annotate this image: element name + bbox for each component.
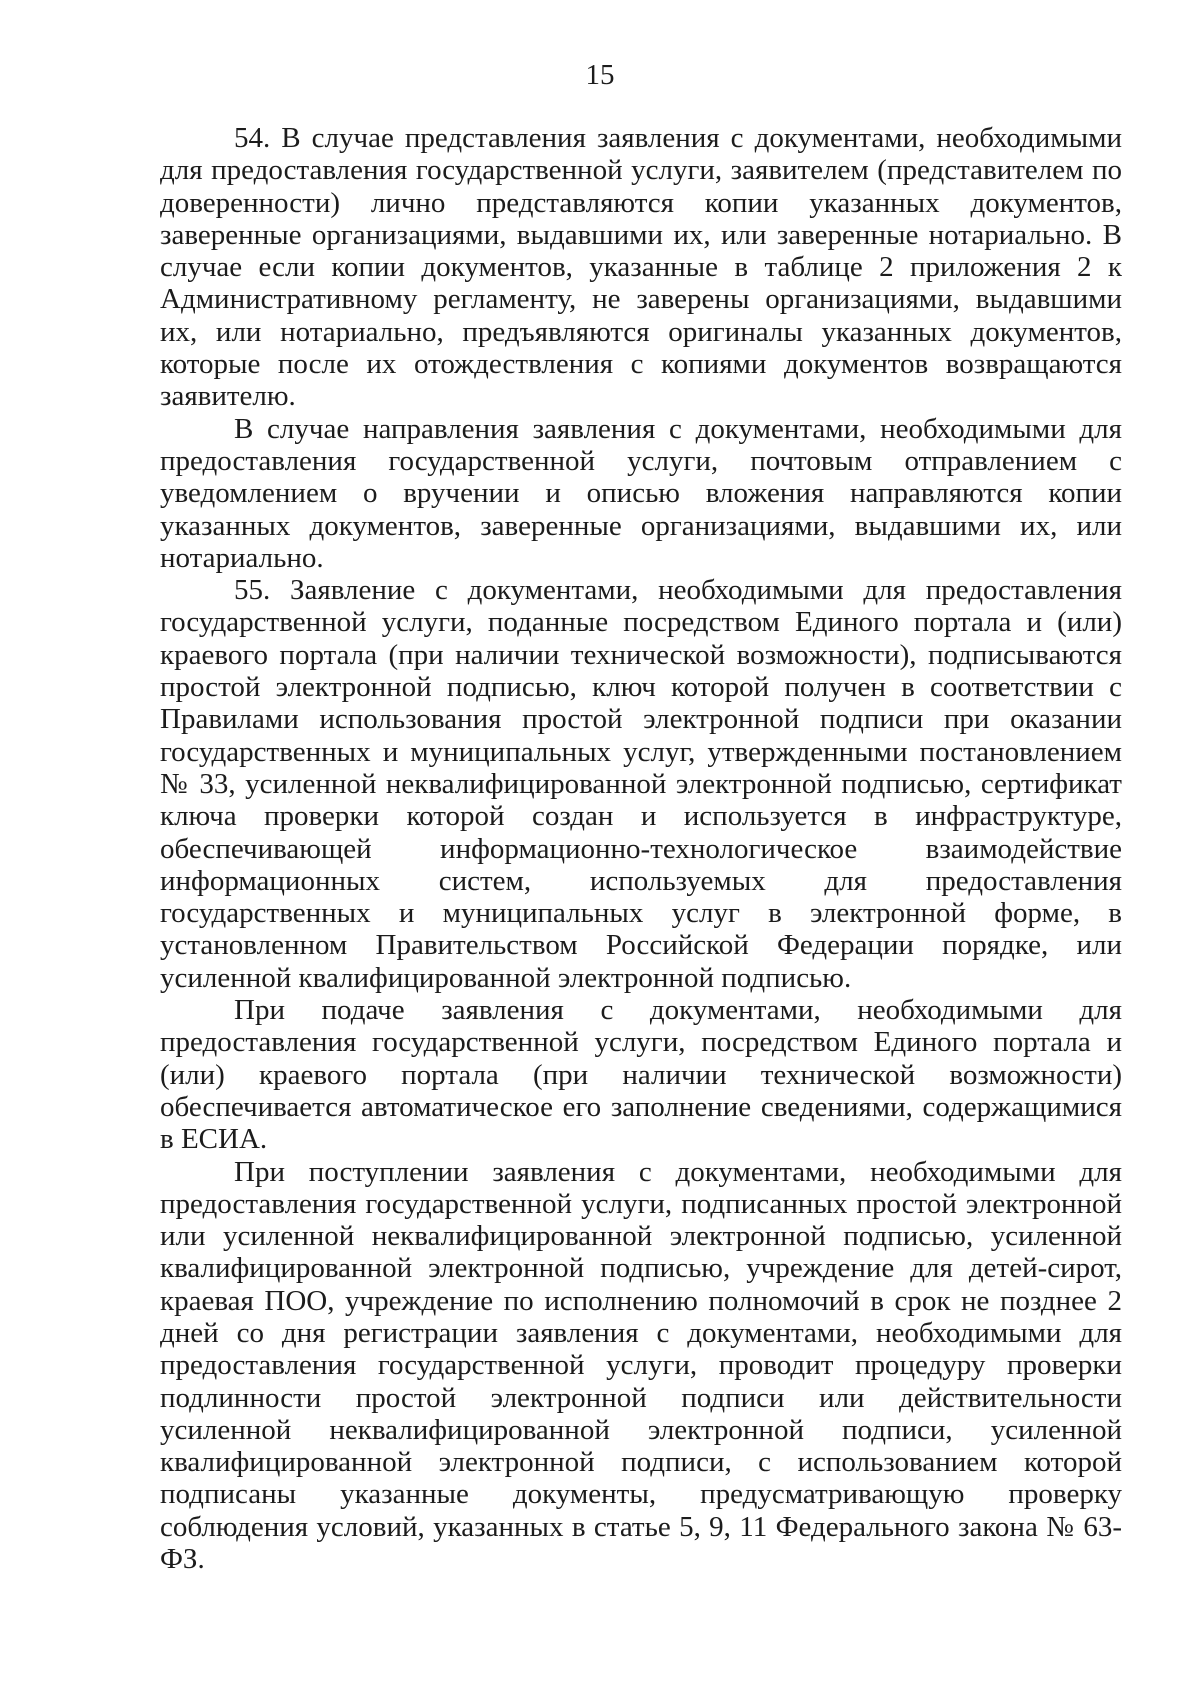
paragraph-55: 55. Заявление с документами, необходимыми для предоставления государственной услуги, поданные посредством Единого портала и (или) краевого портала (при наличии технической возможности), подписываются простой электронной подписью, ключ которой получен в соответствии с Правилами использования простой электронной подписи при оказании государственных и муниципальных услуг, утвержденными постановлением № 33, усиленной неквалифицированной электронной подписью, сертификат ключа проверки которой создан и используется в инфраструктуре, обеспечивающей информационно-технологическое взаимодействие информационных систем, используемых для предоставления государственных и муниципальных услуг в электронной форме, в установленном Правительством Российской Федерации порядке, или усиленной квалифицированной электронной подписью. (160, 574, 1122, 994)
paragraph-postal-submission: В случае направления заявления с документами, необходимыми для предоставления государственной услуги, почтовым отправлением с уведомлением о вручении и описью вложения направляются копии указанных документов, заверенные организациями, выдавшими их, или нотариально. (160, 412, 1122, 574)
paragraph-portal-autofill: При подаче заявления с документами, необходимыми для предоставления государственной услуги, посредством Единого портала и (или) краевого портала (при наличии технической возможности) обеспечивается автоматическое его заполнение сведениями, содержащимися в ЕСИА. (160, 994, 1122, 1156)
document-body (160, 122, 1122, 1575)
paragraph-signature-verification: При поступлении заявления с документами, необходимыми для предоставления государственной услуги, подписанных простой электронной или усиленной неквалифицированной электронной подписью, усиленной квалифицированной электронной подписью, учреждение для детей-сирот, краевая ПОО, учреждение по исполнению полномочий в срок не позднее 2 дней со дня регистрации заявления с документами, необходимыми для предоставления государственной услуги, проводит процедуру проверки подлинности простой электронной подписи или действительности усиленной неквалифицированной электронной подписи, усиленной квалифицированной электронной подписи, с использованием которой подписаны указанные документы, предусматривающую проверку соблюдения условий, указанных в статье 5, 9, 11 Федерального закона № 63-ФЗ. (160, 1155, 1122, 1576)
paragraph-54: 54. В случае представления заявления с документами, необходимыми для предоставления государственной услуги, заявителем (представителем по доверенности) лично представляются копии указанных документов, заверенные организациями, выдавшими их, или заверенные нотариально. В случае если копии документов, указанные в таблице 2 приложения 2 к Административному регламенту, не заверены организациями, выдавшими их, или нотариально, предъявляются оригиналы указанных документов, которые после их отождествления с копиями документов возвращаются заявителю. (160, 122, 1122, 413)
page-number: 15 (585, 59, 615, 91)
